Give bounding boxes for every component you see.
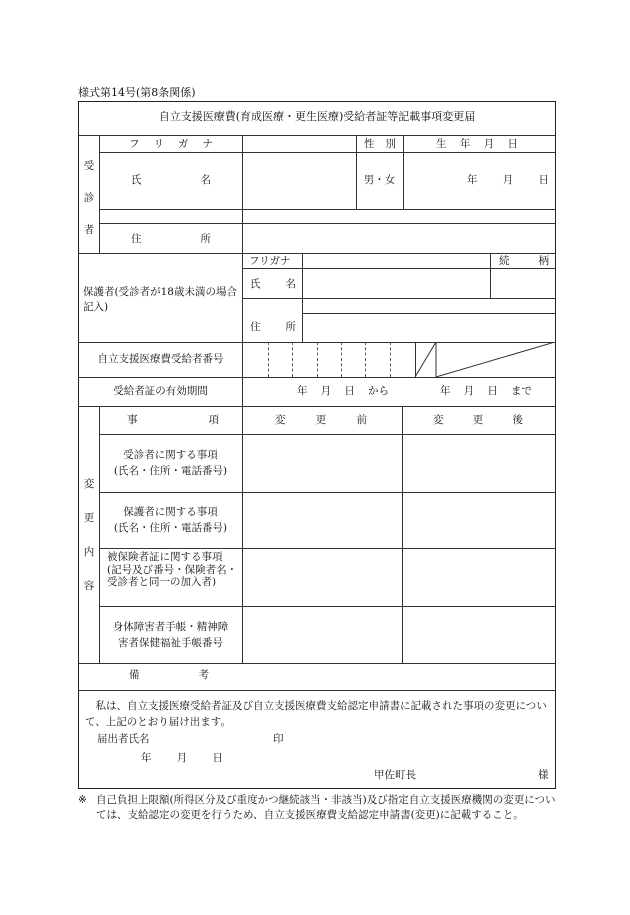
change-notification-form	[78, 101, 556, 789]
number-digit-divider	[390, 342, 391, 377]
rule-guardian-name	[242, 298, 555, 299]
change-section-label: 変 更 内 容	[83, 478, 95, 592]
change-item-disability-handbook: 身体障害者手帳・精神障 害者保健福祉手帳番号	[112, 621, 229, 649]
rule-number-end	[79, 377, 555, 378]
number-slash-marks	[415, 342, 555, 377]
form-number-label: 様式第14号(第8条関係)	[78, 86, 196, 99]
rule-change-row-2	[99, 548, 555, 549]
sex-options[interactable]: 男・女	[363, 174, 396, 186]
validity-from: 年 月 日 から	[297, 385, 389, 397]
rule-patient-end	[79, 253, 555, 254]
rule-relation-left	[490, 253, 491, 298]
rule-under-title	[79, 135, 555, 136]
rule-sex-left	[356, 135, 357, 209]
guardian-furigana-label: フリガナ	[249, 255, 291, 267]
rule-guardian-furigana	[242, 268, 555, 269]
number-digit-divider	[268, 342, 269, 377]
rule-guardian-address-furigana	[302, 313, 555, 314]
rule-validity-end	[79, 406, 555, 407]
seal-label: 印	[273, 733, 284, 745]
rule-change-end	[79, 663, 555, 664]
birthdate-label: 生 年 月 日	[436, 138, 518, 150]
note-text: 自己負担上限額(所得区分及び重度かつ継続該当・非該当)及び指定自立支援医療機関の変更については、支給認定の変更を行うため、自立支援医療費支給認定申請書(変更)に記載すること。	[96, 794, 556, 822]
declaration-date: 年 月 日	[141, 752, 223, 764]
change-item-guardian: 保護者に関する事項 (氏名・住所・電話番号)	[113, 506, 228, 534]
change-item-patient: 受診者に関する事項 (氏名・住所・電話番号)	[113, 449, 228, 477]
validity-to: 年 月 日 まで	[440, 385, 532, 397]
rule-patient-furigana	[99, 152, 555, 153]
signer-name-label: 届出者氏名	[97, 733, 150, 745]
guardian-address-label: 住 所	[250, 321, 296, 333]
patient-furigana-label: フ リ ガ ナ	[129, 138, 213, 150]
number-digit-divider	[317, 342, 318, 377]
rule-before-after	[402, 406, 403, 663]
number-digit-divider	[341, 342, 342, 377]
declaration-text: 私は、自立支援医療受給者証及び自立支援医療費支給認定申請書に記載された事項の変更について、上記のとおり届け出ます。	[85, 700, 547, 729]
honorific: 様	[538, 769, 549, 781]
rule-sex-right	[403, 135, 404, 209]
rule-change-header	[99, 434, 555, 435]
birthdate-units: 年 月 日	[467, 174, 549, 186]
number-digit-divider	[292, 342, 293, 377]
rule-patient-label-col	[99, 135, 100, 253]
number-digit-divider	[365, 342, 366, 377]
sex-label: 性 別	[364, 138, 396, 150]
patient-section-label: 受 診 者	[83, 160, 95, 236]
guardian-section-label: 保護者(受診者が18歳未満の場合記入)	[83, 286, 237, 314]
change-after-header: 変 更 後	[433, 414, 523, 426]
rule-guardian-label-col	[302, 253, 303, 342]
form-title: 自立支援医療費(育成医療・更生医療)受給者証等記載事項変更届	[158, 110, 476, 123]
validity-label: 受給者証の有効期間	[113, 385, 208, 397]
change-before-header: 変 更 前	[275, 414, 367, 426]
change-item-insurance: 被保険者証に関する事項 (記号及び番号・保険者名・受診者と同一の加入者)	[107, 551, 238, 589]
rule-main-label-col	[242, 135, 243, 663]
rule-patient-address-furigana	[99, 223, 555, 224]
patient-name-label: 氏 名	[131, 174, 211, 186]
rule-change-row-1	[99, 492, 555, 493]
guardian-name-label: 氏 名	[250, 278, 296, 290]
rule-patient-name	[99, 209, 555, 210]
addressee: 甲佐町長	[374, 769, 416, 781]
rule-remarks-end	[79, 690, 555, 691]
rule-change-row-3	[99, 606, 555, 607]
note-mark: ※	[78, 794, 87, 806]
remarks-label: 備 考	[129, 669, 209, 681]
patient-address-label: 住 所	[131, 233, 211, 245]
change-item-header: 事 項	[127, 414, 219, 426]
guardian-relation-label: 続 柄	[499, 255, 549, 267]
certificate-number-label: 自立支援医療費受給者番号	[97, 353, 224, 365]
